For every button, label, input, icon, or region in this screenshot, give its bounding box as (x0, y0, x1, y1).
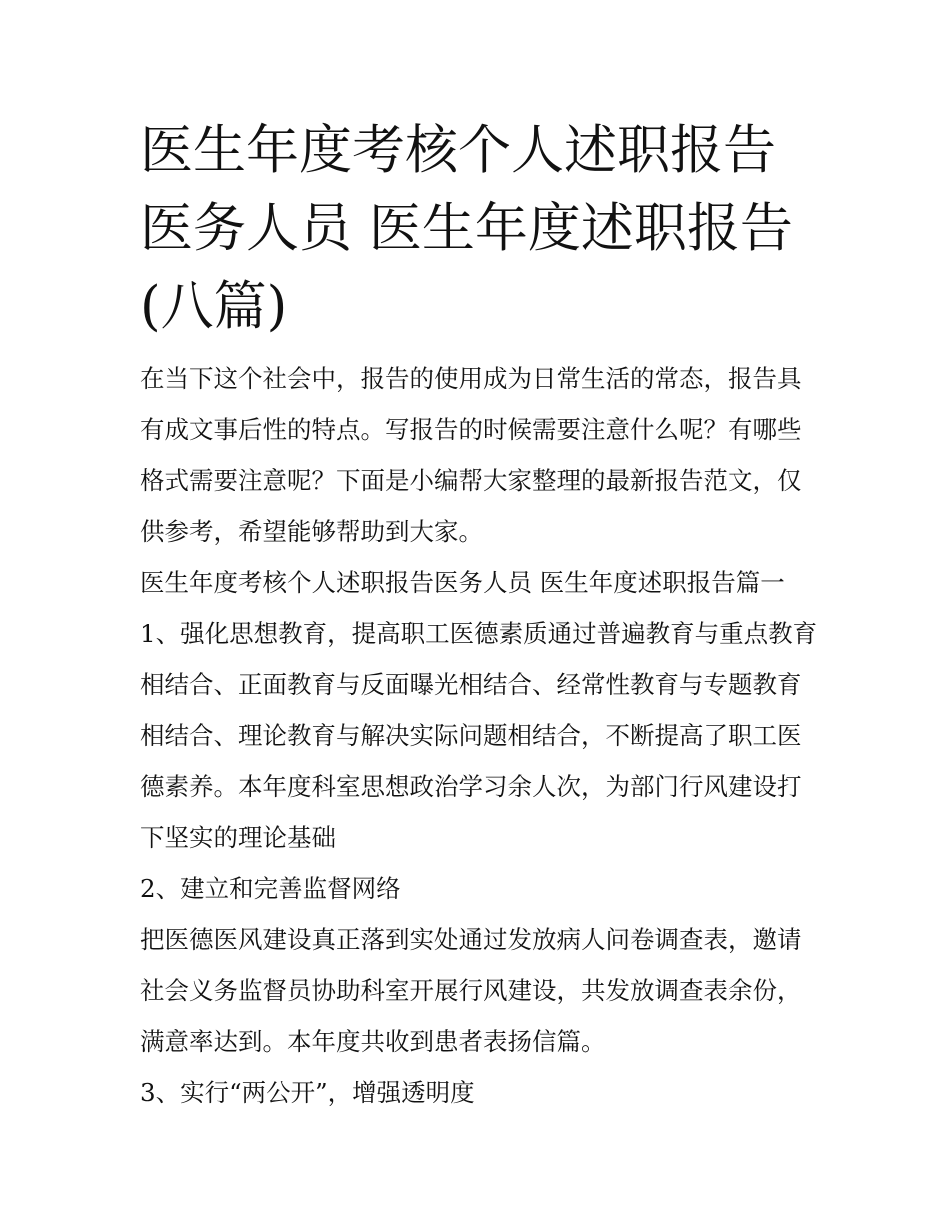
section-heading: 医生年度考核个人述职报告医务人员 医生年度述职报告篇一 (140, 568, 785, 597)
intro-paragraph: 在当下这个社会中，报告的使用成为日常生活的常态，报告具有成文事后性的特点。写报告的时候需要注意什么呢？有哪些格式需要注意呢？下面是小编帮大家整理的最新报告范文，仅供参考，希望能够帮助到大家。 (140, 364, 802, 546)
item-3-heading: 3、实行“两公开”，增强透明度 (140, 1078, 475, 1107)
document-title: 医生年度考核个人述职报告医务人员 医生年度述职报告(八篇) (140, 120, 793, 337)
item-2-paragraph: 把医德医风建设真正落到实处通过发放病人问卷调查表，邀请社会义务监督员协助科室开展行风建设，共发放调查表余份，满意率达到。本年度共收到患者表扬信篇。 (140, 925, 802, 1056)
item-1-paragraph: 1、强化思想教育，提高职工医德素质通过普遍教育与重点教育相结合、正面教育与反面曝光相结合、经常性教育与专题教育相结合、理论教育与解决实际问题相结合，不断提高了职工医德素养。本年度科室思想政治学习余人次，为部门行风建设打下坚实的理论基础 (140, 619, 818, 852)
item-2-heading: 2、建立和完善监督网络 (140, 874, 401, 903)
